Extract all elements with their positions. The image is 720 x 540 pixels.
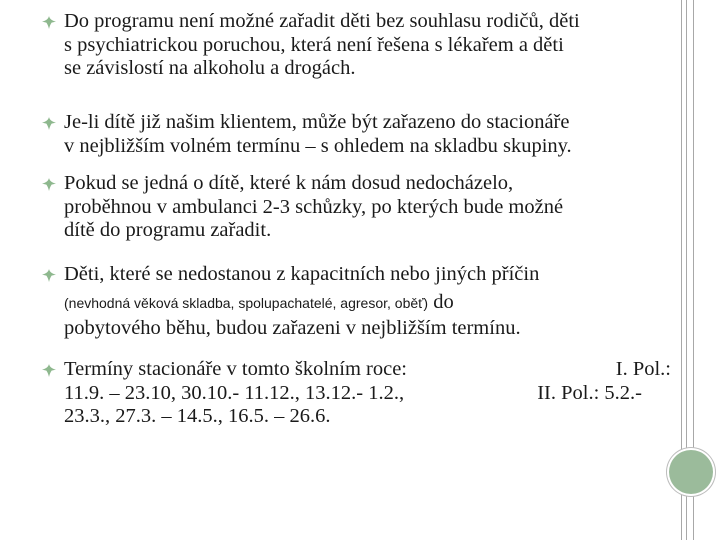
text-fragment: I. Pol.: <box>615 358 671 380</box>
text-line: v nejbližším volném termínu – s ohledem na skladbu skupiny. <box>64 134 572 157</box>
leaf-bullet-icon <box>42 117 56 130</box>
text-line: Děti, které se nedostanou z kapacitních nebo jiných příčin <box>64 263 540 285</box>
leaf-bullet-icon <box>42 269 56 282</box>
text-line <box>64 287 678 317</box>
small-text: (nevhodná věková skladba, spolupachatelé, agresor, oběť) <box>64 294 429 311</box>
text-fragment: do <box>428 290 454 313</box>
text-fragment: Termíny stacionáře v tomto školním roce: <box>64 358 407 380</box>
leaf-bullet-icon <box>42 178 56 191</box>
text-line: se závislostí na alkoholu a drogách. <box>64 57 356 80</box>
text-line: s psychiatrickou poruchou, která není řešena s lékařem a děti <box>64 33 564 56</box>
text-line: dítě do programu zařadit. <box>64 219 272 242</box>
text-line: proběhnou v ambulanci 2-3 schůzky, po kterých bude možné <box>64 195 564 218</box>
text-line: Do programu není možné zařadit děti bez souhlasu rodičů, děti <box>64 10 580 32</box>
text-line <box>64 382 642 406</box>
text-fragment: II. Pol.: 5.2.- <box>537 381 642 404</box>
text-line: pobytového běhu, budou zařazeni v nejbližším termínu. <box>64 316 521 339</box>
text-line: Je-li dítě již našim klientem, může být zařazeno do stacionáře <box>64 111 570 133</box>
bullet-text <box>64 263 678 340</box>
bullet-text <box>64 172 678 243</box>
text-line <box>64 358 671 382</box>
leaf-bullet-icon <box>42 16 56 29</box>
text-line: Pokud se jedná o dítě, které k nám dosud nedocházelo, <box>64 172 514 194</box>
bullet-text <box>64 358 678 429</box>
text-line: 23.3., 27.3. – 14.5., 16.5. – 26.6. <box>64 405 331 428</box>
bullet-text <box>64 10 678 81</box>
bullet-text <box>64 111 678 158</box>
decorative-circle <box>669 450 713 494</box>
leaf-bullet-icon <box>42 364 56 377</box>
text-fragment: 11.9. – 23.10, 30.10.- 11.12., 13.12.- 1.2., <box>64 381 405 404</box>
